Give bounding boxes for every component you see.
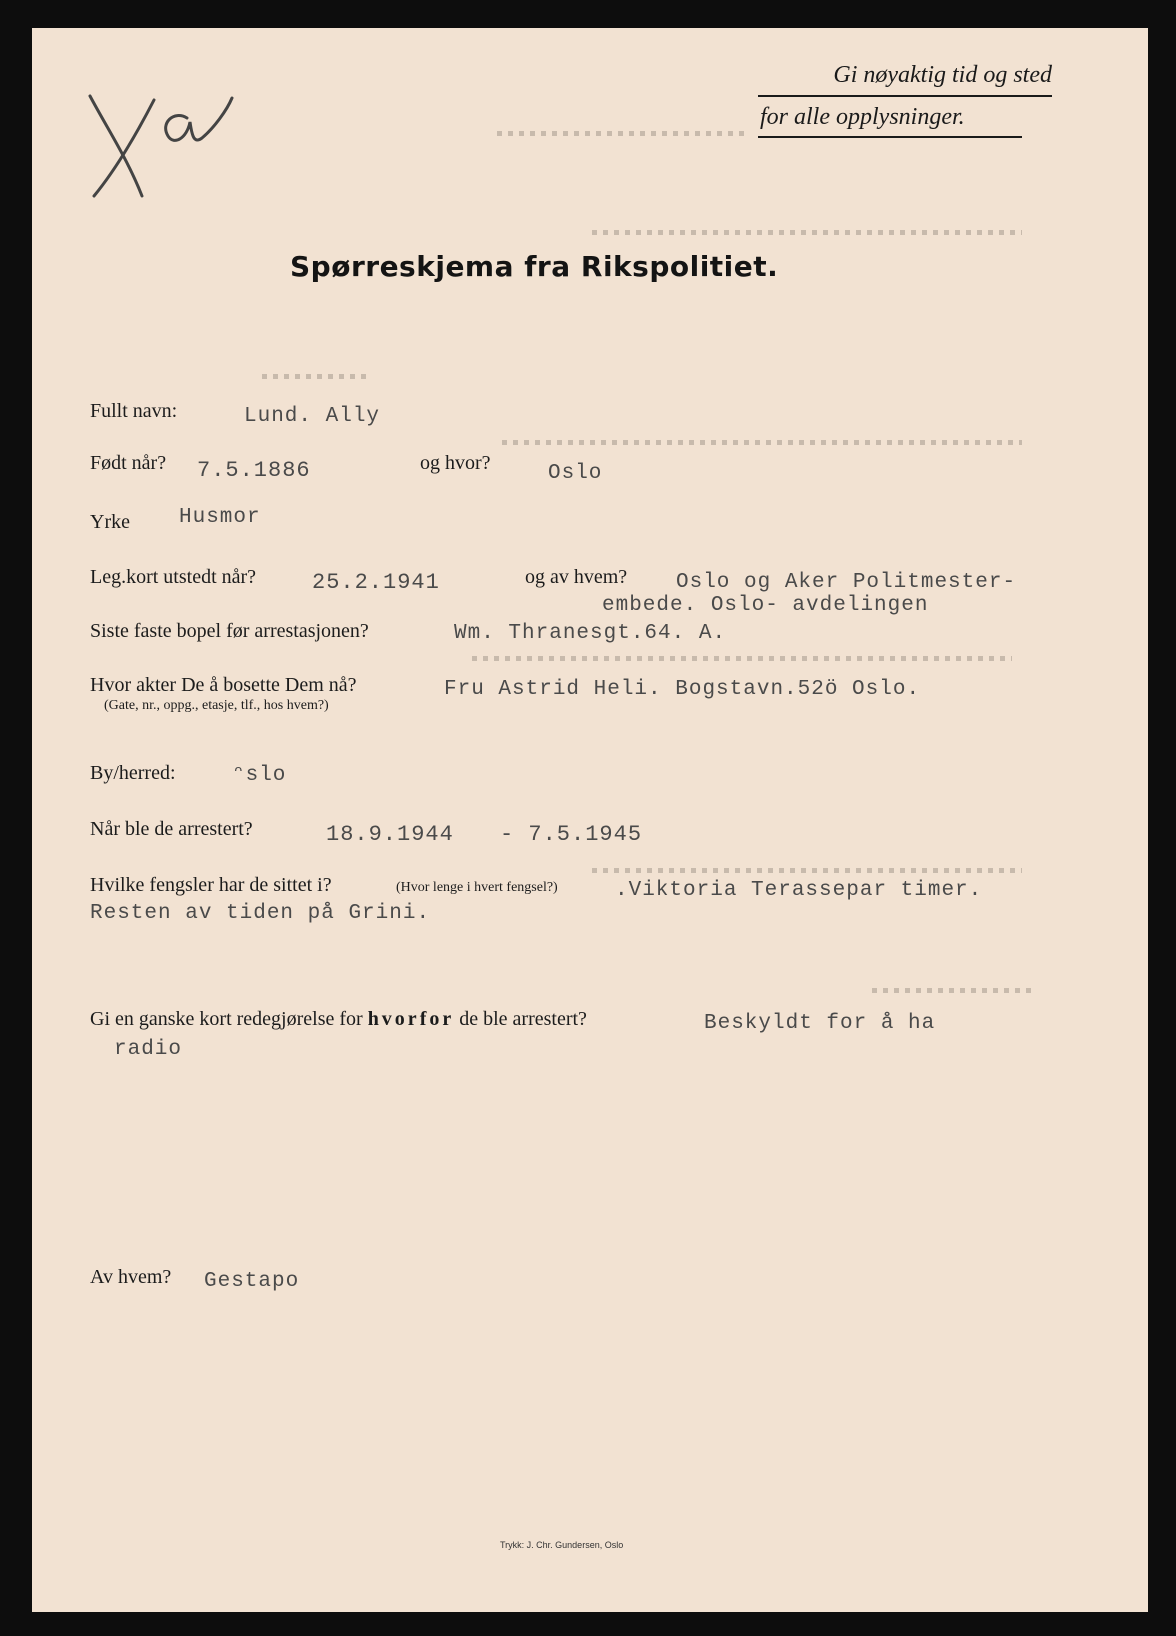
occupation-label: Yrke bbox=[90, 511, 130, 533]
full-name-label: Fullt navn: bbox=[90, 400, 178, 422]
faint-bleed-through bbox=[592, 868, 1022, 873]
faint-bleed-through bbox=[592, 230, 1022, 235]
id-card-issued-value: 25.2.1941 bbox=[312, 570, 440, 595]
born-value: 7.5.1886 bbox=[197, 458, 311, 483]
reason-label-prefix: Gi en ganske kort redegjørelse for bbox=[90, 1008, 363, 1030]
reason-value-2: radio bbox=[114, 1038, 183, 1061]
future-address-sublabel: (Gate, nr., oppg., etasje, tlf., hos hvem?) bbox=[104, 698, 329, 713]
id-card-issuer-label: og av hvem? bbox=[525, 566, 628, 588]
faint-bleed-through bbox=[502, 440, 1022, 445]
prisons-sublabel: (Hvor lenge i hvert fengsel?) bbox=[396, 880, 558, 895]
faint-bleed-through bbox=[497, 131, 747, 136]
municipality-label: By/herred: bbox=[90, 762, 176, 784]
instruction-rule-1 bbox=[758, 95, 1052, 97]
instruction-rule-2 bbox=[758, 136, 1022, 138]
page-title: Spørreskjema fra Rikspolitiet. bbox=[290, 250, 779, 283]
instruction-line-2: for alle opplysninger. bbox=[760, 104, 965, 130]
born-label: Født når? bbox=[90, 452, 167, 474]
born-where-label: og hvor? bbox=[420, 452, 491, 474]
prisons-value-1: .Viktoria Terassepar timer. bbox=[615, 879, 983, 902]
form-page bbox=[32, 28, 1148, 1612]
municipality-value: ᵔslo bbox=[232, 764, 287, 787]
occupation-value: Husmor bbox=[179, 506, 261, 529]
arrested-label: Når ble de arrestert? bbox=[90, 818, 253, 840]
id-card-issuer-value-1: Oslo og Aker Politmester- bbox=[676, 571, 1017, 594]
prisons-value-2: Resten av tiden på Grini. bbox=[90, 902, 431, 925]
future-address-label: Hvor akter De å bosette Dem nå? bbox=[90, 674, 357, 696]
id-card-issuer-value-2: embede. Oslo- avdelingen bbox=[602, 594, 929, 617]
reason-label bbox=[90, 1008, 587, 1031]
id-card-issued-label: Leg.kort utstedt når? bbox=[90, 566, 257, 588]
handwritten-xa-mark bbox=[82, 88, 262, 203]
full-name-value: Lund. Ally bbox=[244, 405, 381, 428]
prisons-label: Hvilke fengsler har de sittet i? bbox=[90, 874, 332, 896]
by-whom-value: Gestapo bbox=[204, 1270, 300, 1293]
last-address-label: Siste faste bopel før arrestasjonen? bbox=[90, 620, 369, 642]
arrested-to-value: - 7.5.1945 bbox=[500, 822, 643, 847]
faint-bleed-through bbox=[262, 374, 372, 379]
born-where-value: Oslo bbox=[548, 462, 603, 485]
arrested-from-value: 18.9.1944 bbox=[326, 822, 454, 847]
printer-footer: Trykk: J. Chr. Gundersen, Oslo bbox=[500, 1540, 624, 1550]
last-address-value: Wm. Thranesgt.64. A. bbox=[454, 622, 727, 645]
reason-label-emphasis: hvorfor bbox=[367, 1008, 455, 1030]
faint-bleed-through bbox=[872, 988, 1032, 993]
faint-bleed-through bbox=[472, 656, 1012, 661]
by-whom-label: Av hvem? bbox=[90, 1266, 172, 1288]
reason-value-1: Beskyldt for å ha bbox=[704, 1012, 936, 1035]
instruction-line-1: Gi nøyaktig tid og sted bbox=[833, 62, 1052, 88]
future-address-value: Fru Astrid Heli. Bogstavn.52ö Oslo. bbox=[444, 678, 921, 701]
reason-label-suffix: de ble arrestert? bbox=[459, 1008, 587, 1030]
